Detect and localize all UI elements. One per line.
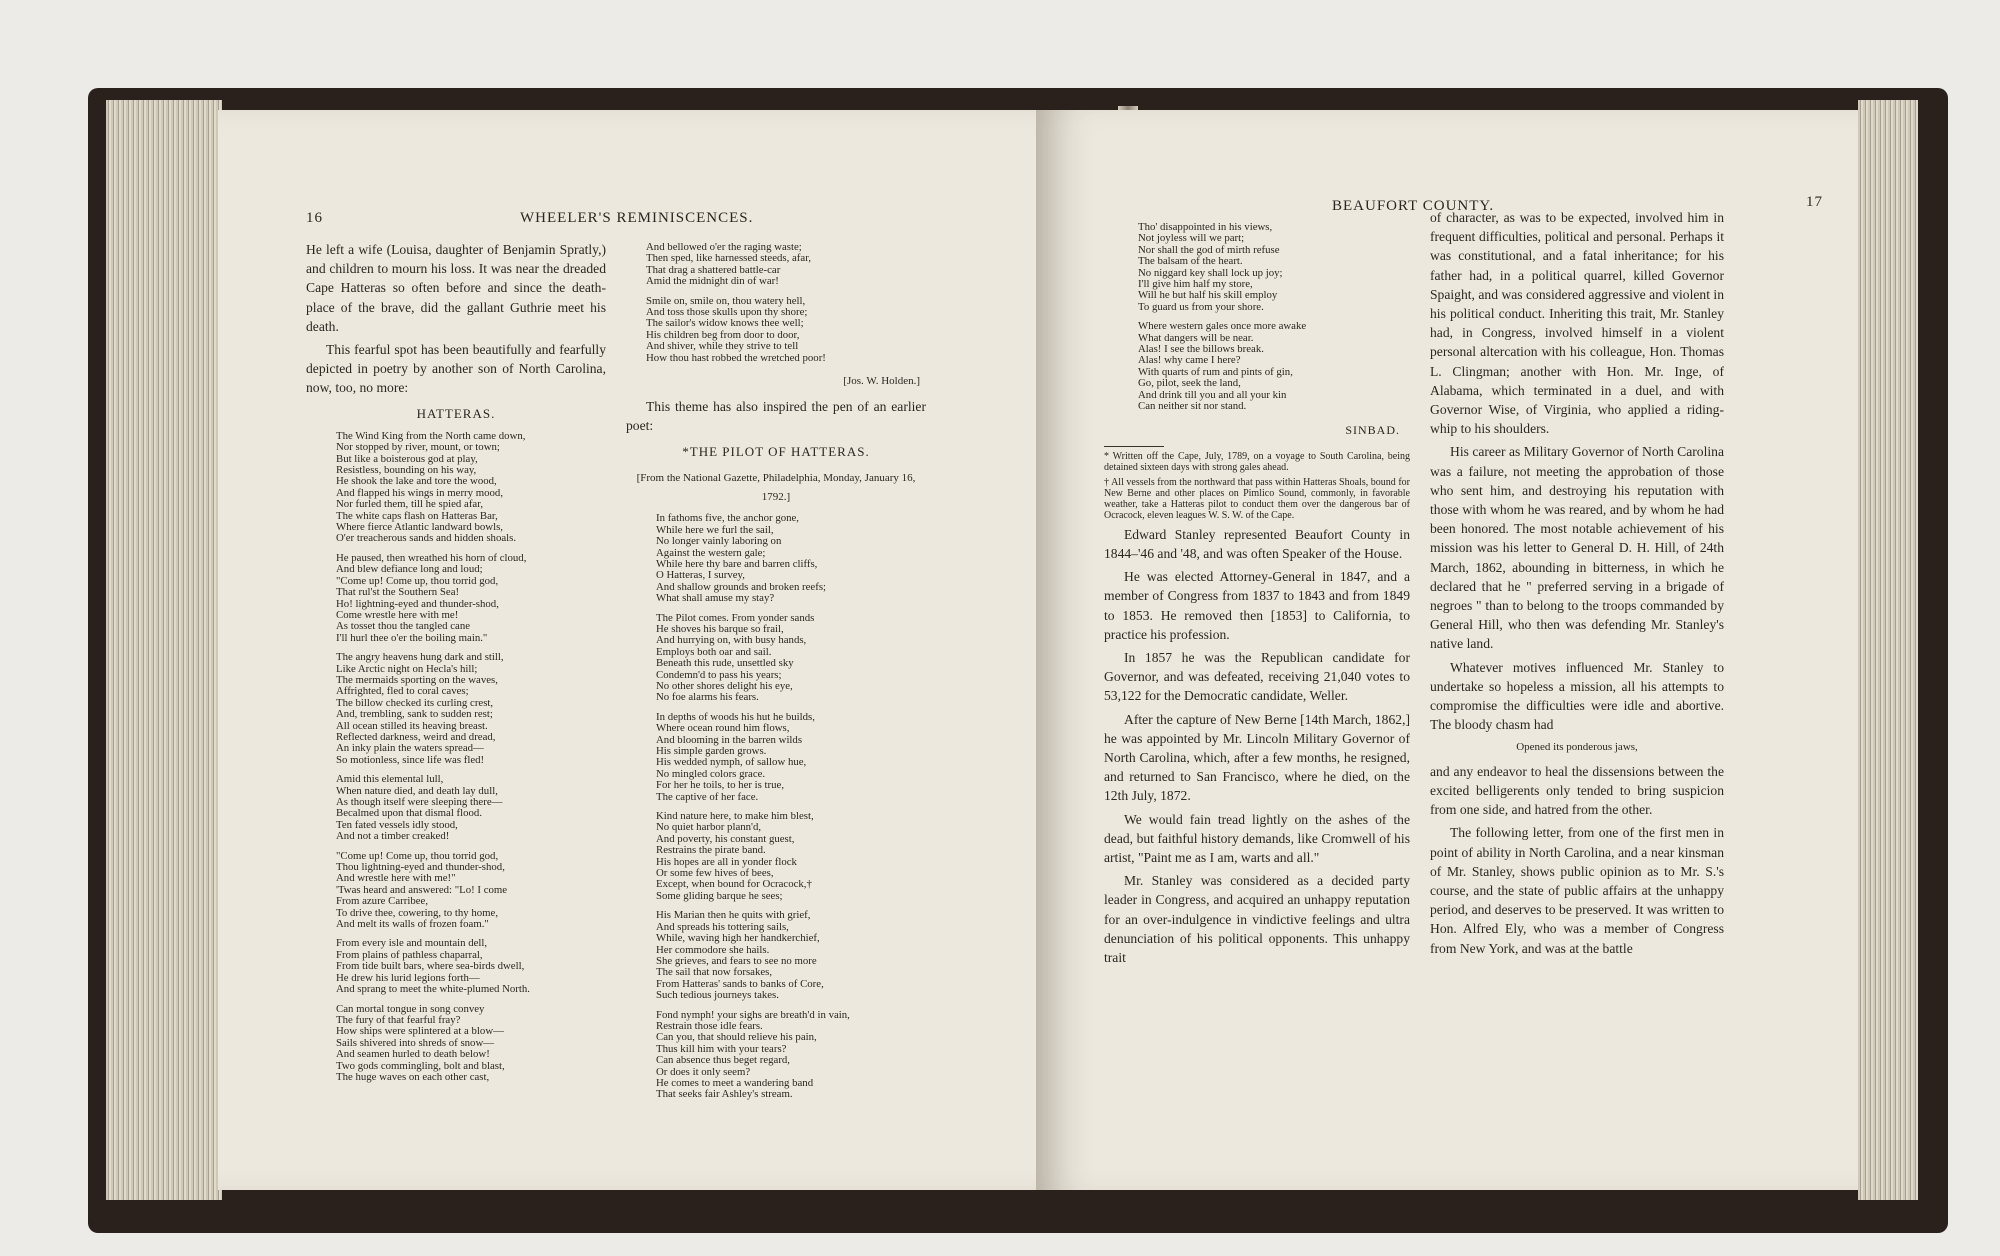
poem-stanza: From every isle and mountain dell, From plains of pathless chaparral, From tide built bars, where sea-birds dwell, He drew his lurid legions forth— And sprang to meet the white-plumed North. [336,937,531,996]
paragraph: and any endeavor to heal the dissensions between the excited belligerents only tended to bring suspicion from one side, and hatred from the other. [1430,763,1724,818]
poem-stanza: He paused, then wreathed his horn of cloud, And blew defiance long and loud; "Come up! Come up, thou torrid god, That rul'st the Southern Sea! Ho! lightning-eyed and thunder-shod, Come wrestle here with me! As tosset thou the tangled cane I'll hurl thee o'er the boiling main." [336,551,527,644]
poem-stanza: In fathoms five, the anchor gone, While here we furl the sail, No longer vainly laboring on Against the western gale; While here thy bare and barren cliffs, O Hatteras, I survey, And shallow grounds and broken reefs; What shall amuse my stay? [656,512,827,605]
poem-stanza: The Wind King from the North came down, Nor stopped by river, mount, or town; But like a boisterous god at play, Resistless, bounding on his way, He shook the lake and tore the wood, And flapped his wings in merry mood, Nor furled them, till he spied afar, The white caps flash on Hatteras Bar, Where fierce Atlantic landward bowls, O'er treacherous sands and hidden shoals. [336,429,526,545]
running-head: BEAUFORT COUNTY. [1332,198,1495,214]
paragraph: of character, as was to be expected, involved him in frequent difficulties, political and personal. Perhaps it was constitutional, and a fatal inheritance; for his father had, in a political quarrel, killed Governor Spaight, and was considered aggressive and violent in his political conduct. Inheriting this trait, Mr. Stanley had, in Congress, involved himself in a violent personal altercation with his colleague, Hon. Thomas L. Clingman; another with Hon. Mr. Inge, of Alabama, which terminated in a duel, and with Governor Wise, of Virginia, who applied a riding-whip to his shoulders. [1430,210,1724,437]
paragraph: The following letter, from one of the first men in point of ability in North Carolina, and a near kinsman of Mr. Stanley, shows public opinion as to Mr. S.'s course, and the state of public affairs at the unhappy period, and deserves to be preserved. It was written to Hon. Alfred Ely, who was a member of Congress from New York, and was at the battle [1430,825,1724,956]
poem-title: *THE PILOT OF HATTERAS. [682,443,870,459]
poem-stanza: His Marian then he quits with grief, And spreads his tottering sails, While, waving high her handkerchief, Her commodore she hails. She grieves, and fears to see no more The sail that now forsakes, From Hatteras' sands to banks of Core, Such tedious journeys takes. [656,909,824,1002]
footnote: † All vessels from the northward that pass within Hatteras Shoals, bound for New Berne and other places on Pimlico Sound, commonly, in favorable weather, take a Hatteras pilot to conduct them over the dangerous bar of Ocracock, eleven leagues W. S. W. of the Cape. [1104,476,1410,521]
paragraph: In 1857 he was the Republican candidate for Governor, and was defeated, receiving 21,040 votes to 53,122 for the Democratic candidate, Weller. [1104,649,1410,704]
poem-stanza: "Come up! Come up, thou torrid god, Thou lightning-eyed and thunder-shod, And wrestle here with me!" 'Twas heard and answered: "Lo! I come From azure Carribee, To drive thee, cowering, to thy home, And melt its walls of frozen foam." [336,849,508,931]
poem-source: [From the National Gazette, Philadelphia, Monday, January 16, 1792.] [636,471,916,504]
poem-stanza: Can mortal tongue in song convey The fury of that fearful fray? How ships were splintered at a blow— Sails shivered into shreds of snow— And seamen hurled to death below! Two gods commingling, bolt and blast, The huge waves on each other cast, [336,1002,505,1083]
quotation-line: Opened its ponderous jaws, [1516,741,1638,754]
poem-stanza: The Pilot comes. From yonder sands He shoves his barque so frail, And hurrying on, with busy hands, Employs both oar and sail. Beneath this rude, unsettled sky Condemn'd to pass his years; No other shores delight his eye, No foe alarms his fears. [656,611,815,704]
poem-stanza: In depths of woods his hut he builds, Where ocean round him flows, And blooming in the barren wilds His simple garden grows. His wedded nymph, of sallow hue, No mingled colors grace. For her he toils, to her is true, The captive of her face. [656,710,815,803]
paragraph: He was elected Attorney-General in 1847, and a member of Congress from 1837 to 1843 and from 1849 to 1853. He removed then [1853] to California, to practice his profession. [1104,569,1410,642]
paragraph: After the capture of New Berne [14th March, 1862,] he was appointed by Mr. Lincoln Military Governor of North Carolina, which, after a few months, he resigned, and returned to San Francisco, where he died, on the 12th July, 1872. [1104,711,1410,804]
open-book [88,48,1948,1233]
page-edges-left [106,100,222,1200]
footnote-rule [1104,446,1164,447]
page-edges-right [1858,100,1918,1200]
right-column-2 [1430,208,1724,962]
page-number: 16 [306,210,323,226]
paragraph: His career as Military Governor of North Carolina was a failure, not meeting the approbation of those who sent him, and destroying his reputation with those with whom he was reared, and by whom he had been honored. The most notable achievement of his mission was his letter to General D. H. Hill, of 24th March, 1862, abounding in bitterness, in which he declared that he " preferred serving in a brigade of negroes " than to belong to the troops commanded by General Hill, who then was defending Mr. Stanley's native land. [1430,444,1724,652]
running-head: WHEELER'S REMINISCENCES. [520,210,754,226]
footnote: * Written off the Cape, July, 1789, on a voyage to South Carolina, being detained sixteen days with strong gales ahead. [1104,450,1410,473]
poem-stanza: Kind nature here, to make him blest, No quiet harbor plann'd, And poverty, his constant guest, Restrains the pirate band. His hopes are all in yonder flock Or some few hives of bees, Except, when bound for Ocracock,† Some gliding barque he sees; [656,810,814,902]
left-page [218,110,1136,1190]
poem-stanza: The angry heavens hung dark and still, Like Arctic night on Hecla's hill; The mermaids sporting on the waves, Affrighted, fled to coral caves; The billow checked its curling crest, And, trembling, sank to sudden rest; All ocean stilled its heaving breast. Reflected darkness, weird and dread, An inky plain the waters spread— So motionless, since life was fled! [336,651,504,766]
poem-title: HATTERAS. [416,405,496,421]
paragraph: Whatever motives influenced Mr. Stanley to undertake so hopeless a mission, all his attempts to compromise the difficulties were idle and abortive. The bloody chasm had [1430,659,1724,733]
poem-signature: SINBAD. [1345,422,1400,437]
right-column-1 [1104,222,1410,971]
poem-stanza: Smile on, smile on, thou watery hell, And toss those skulls upon thy shore; The sailor's widow knows thee well; His children beg from door to door, And shiver, while they strive to tell How thou hast robbed the wretched poor! [646,294,826,364]
left-column-1 [306,240,606,1091]
paragraph: Edward Stanley represented Beaufort County in 1844–'46 and '48, and was often Speaker of the House. [1104,526,1410,561]
poem-attribution: [Jos. W. Holden.] [843,375,920,388]
poem-stanza: And bellowed o'er the raging waste; Then sped, like harnessed steeds, afar, That drag a shattered battle-car Amid the midnight din of war! [646,241,812,288]
right-page [1036,110,1858,1190]
poem-stanza: Fond nymph! your sighs are breath'd in vain, Restrain those idle fears. Can you, that should relieve his pain, Thus kill him with your tears? Can absence thus beget regard, Or does it only seem? He comes to meet a wandering band That seeks fair Ashley's stream. [656,1008,850,1101]
page-number: 17 [1806,194,1823,210]
poem-stanza: Amid this elemental lull, When nature died, and death lay dull, As though itself were sleeping there— Becalmed upon that dismal flood. Ten fated vessels idly stood, And not a timber creaked! [336,773,503,843]
paragraph: Mr. Stanley was considered as a decided party leader in Congress, and acquired an unhappy reputation for an over-indulgence in vindictive feelings and ultra denunciation of his political opponents. This unhappy trait [1104,873,1410,965]
poem-stanza: Tho' disappointed in his views, Not joyless will we part; Nor shall the god of mirth refuse The balsam of the heart. No niggard key shall lock up joy; I'll give him half my store, Will he but half his skill employ To guard us from your shore. [1138,221,1283,313]
poem-stanza: Where western gales once more awake What dangers will be near. Alas! I see the billows break. Alas! why came I here? With quarts of rum and pints of gin, Go, pilot, seek the land, And drink till you and all your kin Can neither sit nor stand. [1138,320,1307,413]
paragraph: We would fain tread lightly on the ashes of the dead, but faithful history demands, like Cromwell of his artist, "Paint me as I am, warts and all." [1104,811,1410,865]
paragraph: This theme has also inspired the pen of an earlier poet: [626,399,926,434]
paragraph: He left a wife (Louisa, daughter of Benjamin Spratly,) and children to mourn his loss. It was near the dreaded Cape Hatteras so often before and since the death-place of the brave, did the gallant Guthrie meet his death. [306,242,606,334]
paragraph: This fearful spot has been beautifully and fearfully depicted in poetry by another son of North Carolina, now, too, no more: [306,342,606,396]
left-column-2 [626,242,926,1109]
